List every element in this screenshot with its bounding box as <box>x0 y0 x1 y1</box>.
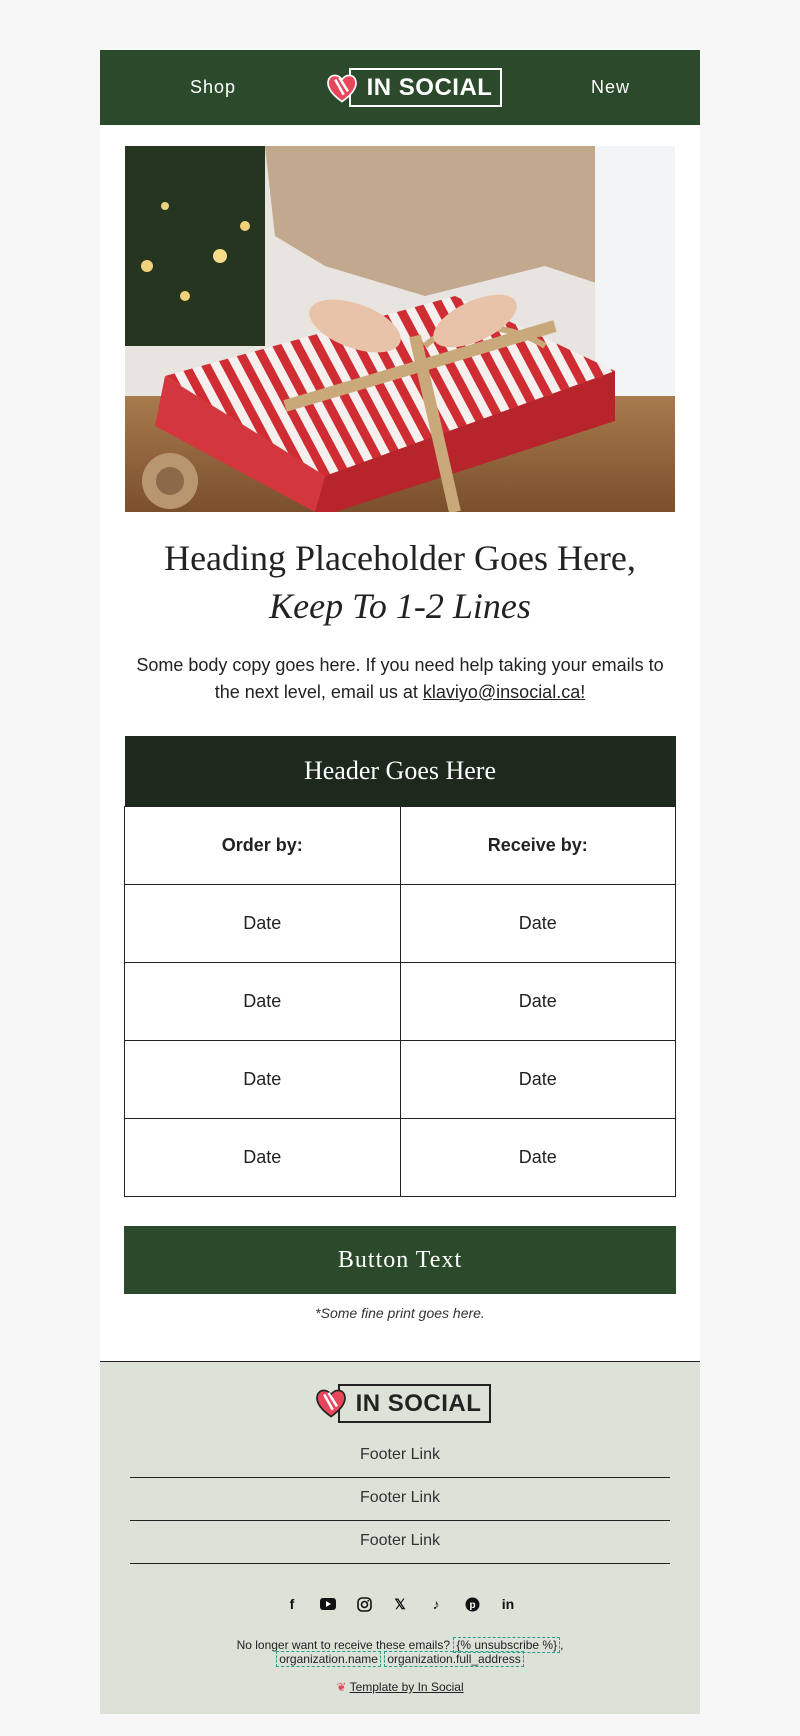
svg-text:p: p <box>468 1599 476 1611</box>
order-date-cell: Date <box>125 884 401 962</box>
email-container <box>100 50 700 1714</box>
organization-name: organization.name <box>276 1651 381 1667</box>
heart-logo-icon <box>314 1386 348 1420</box>
table-header: Header Goes Here <box>125 736 676 806</box>
footer <box>100 1361 700 1715</box>
nav-shop-link[interactable]: Shop <box>190 77 237 97</box>
receive-date-cell: Date <box>400 1040 676 1118</box>
table-row <box>125 1040 676 1118</box>
table-row <box>125 962 676 1040</box>
hero-image <box>125 146 675 512</box>
tiktok-icon[interactable]: ♪ <box>432 1596 440 1612</box>
linkedin-icon[interactable]: in <box>501 1596 515 1612</box>
order-date-cell: Date <box>125 962 401 1040</box>
logo-text: IN SOCIAL <box>349 68 503 107</box>
order-by-header: Order by: <box>125 806 401 884</box>
footer-logo-text: IN SOCIAL <box>338 1384 492 1423</box>
pinterest-icon[interactable] <box>462 1594 482 1614</box>
instagram-icon[interactable] <box>354 1594 374 1614</box>
receive-date-cell: Date <box>400 962 676 1040</box>
table-row <box>125 884 676 962</box>
facebook-icon[interactable]: f <box>289 1596 295 1612</box>
social-icons <box>120 1594 680 1614</box>
receive-by-header: Receive by: <box>400 806 676 884</box>
footer-link-2[interactable]: Footer Link <box>130 1478 670 1521</box>
heading-line-2: Keep To 1-2 Lines <box>269 586 531 626</box>
wrapped-gift-photo-icon <box>125 146 675 512</box>
main-heading <box>100 534 700 630</box>
order-date-cell: Date <box>125 1118 401 1196</box>
fine-print: *Some fine print goes here. <box>315 1304 485 1321</box>
organization-address: organization.full_address <box>384 1651 523 1667</box>
template-credit <box>120 1680 680 1694</box>
order-date-cell: Date <box>125 1040 401 1118</box>
brand-logo[interactable] <box>325 68 503 107</box>
footer-links <box>130 1435 670 1564</box>
unsubscribe-link[interactable]: {% unsubscribe %} <box>453 1637 560 1653</box>
receive-date-cell: Date <box>400 1118 676 1196</box>
youtube-icon[interactable] <box>318 1594 338 1614</box>
unsubscribe-prompt: No longer want to receive these emails? <box>236 1638 451 1652</box>
email-link[interactable]: klaviyo@insocial.ca! <box>422 682 586 702</box>
dates-table <box>124 736 676 1197</box>
small-heart-icon: ❦ <box>336 1680 347 1694</box>
credit-link[interactable]: Template by In Social <box>349 1680 464 1694</box>
body-text: Some body copy goes here. If you need help taking your emails to the next level, email us at <box>136 655 664 702</box>
x-icon[interactable]: 𝕏 <box>394 1595 406 1612</box>
nav-new-link[interactable]: New <box>590 77 630 97</box>
footer-link-1[interactable]: Footer Link <box>130 1435 670 1478</box>
cta-button[interactable]: Button Text <box>124 1226 676 1294</box>
header-bar <box>100 50 700 125</box>
body-copy <box>130 652 670 706</box>
table-row <box>125 1118 676 1196</box>
receive-date-cell: Date <box>400 884 676 962</box>
footer-logo[interactable] <box>314 1384 492 1423</box>
heading-line-1: Heading Placeholder Goes Here, <box>164 538 636 578</box>
footer-link-3[interactable]: Footer Link <box>130 1521 670 1564</box>
unsubscribe-text: No longer want to receive these emails? {% unsubscribe %} , organization.name organization.full_address <box>236 1638 564 1666</box>
heart-logo-icon <box>325 71 359 105</box>
